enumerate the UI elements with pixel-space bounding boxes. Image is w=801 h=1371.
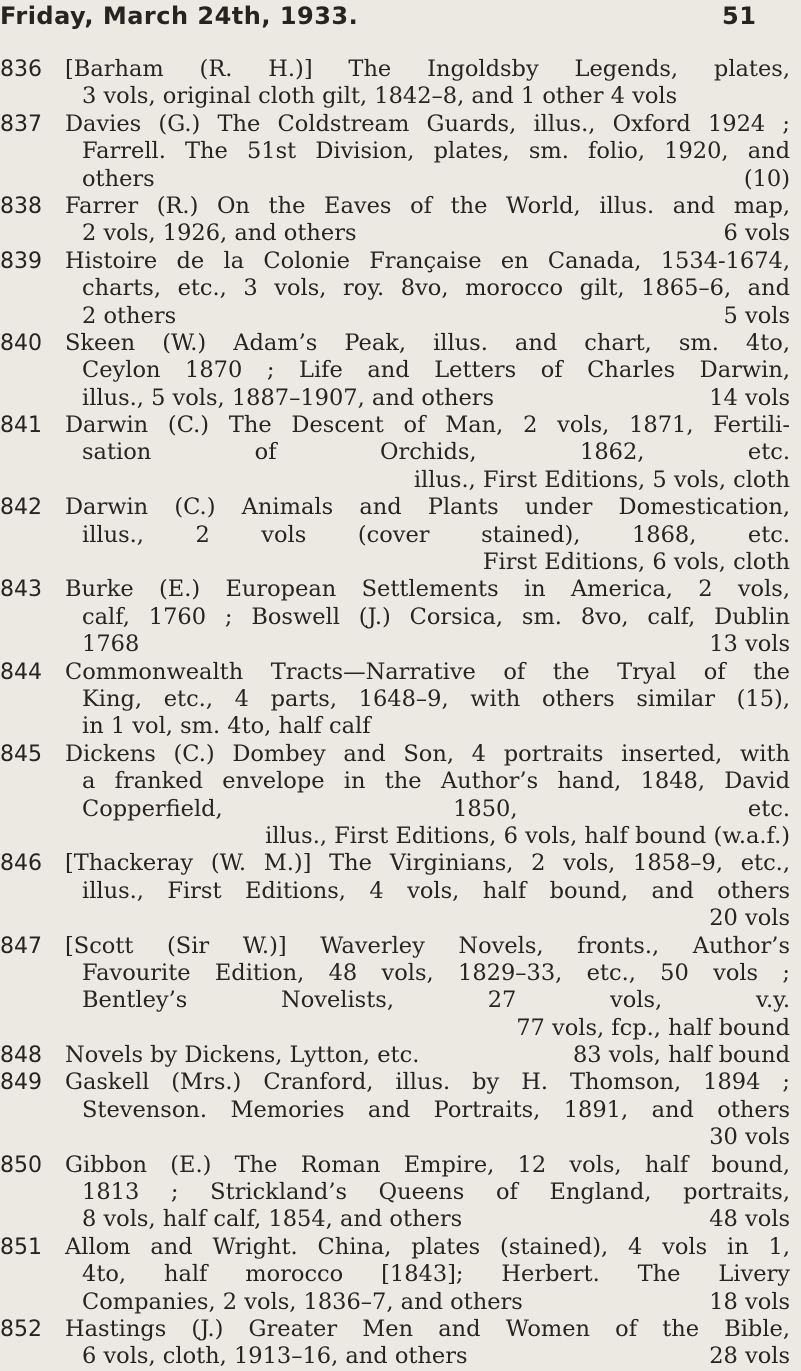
lot-description: 2 others [82, 302, 177, 329]
lot-description: illus., 5 vols, 1887–1907, and others [82, 384, 495, 411]
lot-number: 839 [0, 248, 42, 274]
lot-quantity: 14 vols [709, 384, 790, 411]
lot-number: 845 [0, 741, 42, 767]
lot-quantity: 83 vols, half bound [572, 1042, 790, 1069]
lot-text-line: Davies (G.) The Coldstream Guards, illus., Oxford 1924 ; [65, 110, 790, 137]
lot-quantity: (10) [743, 165, 790, 192]
lot-number: 847 [0, 933, 42, 959]
lot-entry [0, 850, 790, 932]
lot-text-line [65, 1206, 790, 1233]
lot-text-line: Ceylon 1870 ; Life and Letters of Charles Darwin, [82, 357, 790, 384]
lot-description: others [82, 165, 155, 192]
lot-quantity: 20 vols [709, 905, 790, 932]
lot-number: 849 [0, 1070, 42, 1096]
lot-quantity: First Editions, 6 vols, cloth [482, 549, 790, 576]
lot-quantity: 30 vols [709, 1124, 790, 1151]
lot-text-line: King, etc., 4 parts, 1648–9, with others similar (15), [82, 685, 790, 712]
lot-number: 844 [0, 659, 42, 685]
lot-description: 8 vols, half calf, 1854, and others [82, 1206, 463, 1233]
lot-text-line [65, 1289, 790, 1316]
lot-text-line: Copperfield, 1850, etc. [82, 795, 790, 822]
lot-description: 1768 [82, 631, 140, 658]
page-number: 51 [722, 2, 757, 30]
lot-entry [0, 576, 790, 658]
lot-number: 843 [0, 577, 42, 603]
lot-entry [0, 494, 790, 576]
lot-text-line: in 1 vol, sm. 4to, half calf [82, 713, 371, 740]
lot-entry [0, 193, 790, 248]
lot-quantity: 13 vols [709, 631, 790, 658]
lot-text-line: Skeen (W.) Adam’s Peak, illus. and chart, sm. 4to, [65, 329, 790, 356]
lot-number: 842 [0, 495, 42, 521]
lot-entry [0, 1069, 790, 1151]
lot-quantity: 5 vols [723, 302, 790, 329]
lot-entry [0, 1152, 790, 1234]
lot-number: 837 [0, 111, 42, 137]
lot-text-line: 3 vols, original cloth gilt, 1842–8, and 1 other 4 vols [82, 83, 678, 110]
lot-number: 846 [0, 851, 42, 877]
lot-number: 836 [0, 57, 42, 82]
lot-text-line: Allom and Wright. China, plates (stained), 4 vols in 1, [65, 1233, 790, 1260]
lot-text-line [65, 1042, 790, 1069]
lot-quantity: 28 vols [709, 1343, 790, 1370]
lot-entry [0, 248, 790, 330]
lot-text-line [65, 303, 790, 330]
lot-text-line: Farrell. The 51st Division, plates, sm. folio, 1920, and [82, 138, 790, 165]
lot-number: 841 [0, 413, 42, 439]
lot-text-line: Gaskell (Mrs.) Cranford, illus. by H. Thomson, 1894 ; [65, 1069, 790, 1096]
lot-text-line: Gibbon (E.) The Roman Empire, 12 vols, half bound, [65, 1151, 790, 1178]
lot-entry [0, 412, 790, 494]
lot-text-line [65, 631, 790, 658]
lot-entry [0, 1042, 790, 1069]
sale-date: Friday, March 24th, 1933. [0, 2, 359, 30]
lot-number: 852 [0, 1316, 42, 1342]
lot-quantity: 77 vols, fcp., half bound [516, 1014, 790, 1041]
lot-entry [0, 330, 790, 412]
lot-entry [0, 111, 790, 193]
lot-quantity: 6 vols [723, 220, 790, 247]
lot-text-line: Hastings (J.) Greater Men and Women of the Bible, [65, 1315, 790, 1342]
lot-entry [0, 56, 790, 111]
lot-text-line: 1813 ; Strickland’s Queens of England, portraits, [82, 1179, 790, 1206]
lot-entry [0, 1316, 790, 1371]
lot-text-line: Histoire de la Colonie Française en Canada, 1534-1674, [65, 247, 790, 274]
lot-text-line: 4to, half morocco [1843]; Herbert. The Livery [82, 1261, 790, 1288]
lot-number: 838 [0, 193, 42, 219]
lot-text-line: illus., 2 vols (cover stained), 1868, etc. [82, 521, 790, 548]
lot-description: 6 vols, cloth, 1913–16, and others [82, 1343, 468, 1370]
lot-number: 850 [0, 1152, 42, 1178]
lot-quantity: illus., First Editions, 5 vols, cloth [413, 466, 790, 493]
lot-text-line: [Barham (R. H.)] The Ingoldsby Legends, plates, [65, 56, 790, 82]
lot-text-line [65, 166, 790, 193]
lot-text-line: sation of Orchids, 1862, etc. [82, 439, 790, 466]
lot-text-line: Darwin (C.) Animals and Plants under Domestication, [65, 494, 790, 521]
page-header [0, 0, 801, 40]
lot-entry [0, 1234, 790, 1316]
lot-text-line: illus., First Editions, 4 vols, half bound, and others [82, 877, 790, 904]
lot-number: 851 [0, 1234, 42, 1260]
lot-description: 2 vols, 1926, and others [82, 220, 357, 247]
lot-text-line: Stevenson. Memories and Portraits, 1891, and others [82, 1096, 790, 1123]
lot-text-line: Favourite Edition, 48 vols, 1829–33, etc., 50 vols ; [82, 959, 790, 986]
lot-list [0, 56, 801, 1371]
lot-text-line: [Scott (Sir W.)] Waverley Novels, fronts., Author’s [65, 932, 790, 959]
lot-quantity: 18 vols [709, 1288, 790, 1315]
lot-text-line [65, 1343, 790, 1370]
lot-number: 848 [0, 1043, 42, 1069]
lot-text-line [65, 220, 790, 247]
lot-entry [0, 933, 790, 1043]
lot-description: Companies, 2 vols, 1836–7, and others [82, 1288, 523, 1315]
lot-text-line: calf, 1760 ; Boswell (J.) Corsica, sm. 8vo, calf, Dublin [82, 603, 790, 630]
lot-text-line: Commonwealth Tracts—Narrative of the Tryal of the [65, 658, 790, 685]
lot-text-line: charts, etc., 3 vols, roy. 8vo, morocco gilt, 1865–6, and [82, 275, 790, 302]
lot-text-line: Dickens (C.) Dombey and Son, 4 portraits inserted, with [65, 740, 790, 767]
lot-quantity: 48 vols [709, 1206, 790, 1233]
lot-number: 840 [0, 330, 42, 356]
lot-text-line: Burke (E.) European Settlements in America, 2 vols, [65, 576, 790, 603]
lot-text-line: Darwin (C.) The Descent of Man, 2 vols, 1871, Fertili- [65, 412, 790, 439]
lot-description: Novels by Dickens, Lytton, etc. [65, 1042, 420, 1069]
lot-entry [0, 659, 790, 741]
lot-quantity: illus., First Editions, 6 vols, half bound (w.a.f.) [265, 822, 790, 849]
lot-text-line: a franked envelope in the Author’s hand, 1848, David [82, 768, 790, 795]
lot-text-line [65, 385, 790, 412]
lot-text-line: Farrer (R.) On the Eaves of the World, illus. and map, [65, 192, 790, 219]
lot-text-line: Bentley’s Novelists, 27 vols, v.y. [82, 987, 790, 1014]
lot-text-line: [Thackeray (W. M.)] The Virginians, 2 vols, 1858–9, etc., [65, 850, 790, 877]
lot-entry [0, 741, 790, 851]
